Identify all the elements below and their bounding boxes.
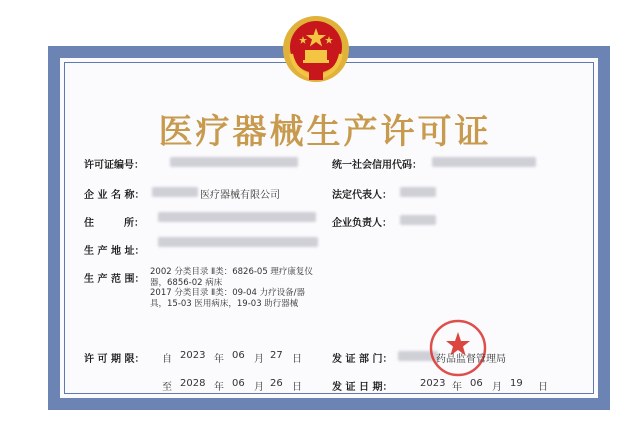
validity-from-month: 06 — [232, 350, 245, 361]
legal-rep-label: 法定代表人： — [332, 190, 392, 201]
issuer-label: 发 证 部 门： — [332, 354, 393, 365]
validity-from-day-unit: 日 — [292, 354, 302, 365]
legal-rep-redacted — [400, 187, 436, 197]
issue-date-year: 2023 — [420, 378, 446, 389]
production-address-redacted — [158, 237, 318, 247]
company-head-label: 企业负责人： — [332, 218, 392, 229]
validity-from-prefix: 自 — [162, 354, 172, 365]
validity-to-year-unit: 年 — [214, 382, 224, 393]
official-seal-icon — [428, 318, 488, 378]
scope-line: 2017 分类目录 Ⅱ类：09-04 力疗设备/器 — [150, 288, 305, 298]
production-address-label: 生 产 地 址： — [84, 246, 145, 257]
validity-to-prefix: 至 — [162, 382, 172, 393]
validity-to-month: 06 — [232, 378, 245, 389]
company-head-redacted — [400, 215, 436, 225]
address-redacted — [158, 212, 316, 222]
issue-date-day-unit: 日 — [538, 382, 548, 393]
credit-code-redacted — [432, 157, 536, 167]
national-emblem-icon — [281, 14, 351, 84]
issuer-value: 药品监督管理局 — [436, 354, 506, 365]
validity-from-year-unit: 年 — [214, 354, 224, 365]
company-name-label: 企 业 名 称： — [84, 190, 145, 201]
scope-line: 器，6856-02 病床 — [150, 277, 223, 288]
validity-to-month-unit: 月 — [254, 382, 264, 393]
company-name-value: 医疗器械有限公司 — [200, 190, 280, 201]
scope-label: 生 产 范 围： — [84, 274, 145, 285]
certificate-title: 医疗器械生产许可证 — [158, 112, 492, 152]
credit-code-label: 统一社会信用代码： — [332, 160, 422, 171]
validity-from-month-unit: 月 — [254, 354, 264, 365]
validity-from-day: 27 — [270, 350, 283, 361]
scope-line: 2002 分类目录 Ⅱ类：6826-05 理疗康复仪 — [150, 267, 313, 277]
production-scope — [150, 267, 340, 309]
license-no-redacted — [170, 157, 298, 167]
scope-line: 具，15-03 医用病床，19-03 助行器械 — [150, 298, 299, 309]
issue-date-day: 19 — [510, 378, 523, 389]
license-no-label: 许可证编号： — [84, 160, 144, 171]
validity-from-year: 2023 — [180, 350, 206, 361]
validity-label: 许 可 期 限： — [84, 354, 145, 365]
validity-to-year: 2028 — [180, 378, 206, 389]
issue-date-label: 发 证 日 期： — [332, 382, 393, 393]
issue-date-month-unit: 月 — [492, 382, 502, 393]
validity-to-day-unit: 日 — [292, 382, 302, 393]
validity-to-day: 26 — [270, 378, 283, 389]
address-label: 住 所： — [84, 218, 144, 229]
issue-date-year-unit: 年 — [452, 382, 462, 393]
company-name-redacted — [152, 187, 198, 197]
issue-date-month: 06 — [470, 378, 483, 389]
